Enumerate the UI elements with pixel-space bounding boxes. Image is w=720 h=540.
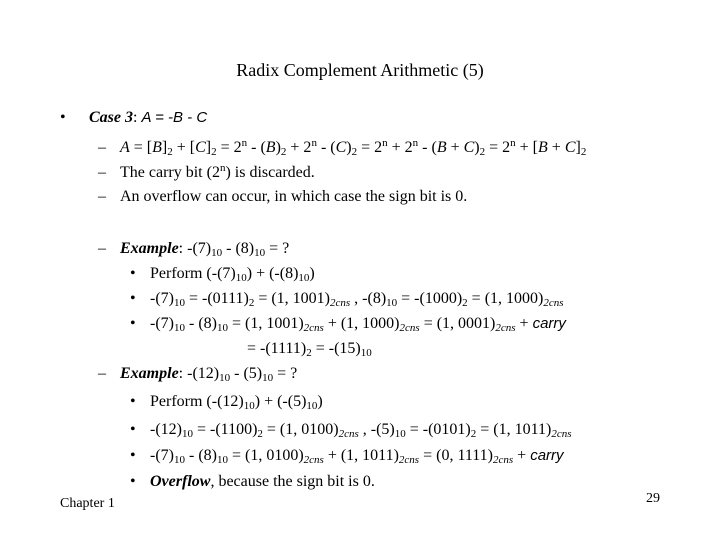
case3-line xyxy=(89,108,207,128)
example1-perform: Perform $(-(7)_{10}) + (-(8)_{10})$ xyxy=(150,265,315,284)
slide-title: Radix Complement Arithmetic (5) xyxy=(236,60,484,80)
overflow-rest: , because the sign bit is 0. xyxy=(210,473,375,490)
sub-marker: • xyxy=(130,393,136,410)
bullet-marker: • xyxy=(60,109,66,126)
dash-marker: – xyxy=(98,240,106,257)
example-label: Example xyxy=(120,365,179,382)
example1-line3: $-(7)_{10} - (8)_{10} = (1$, $1001)_{2cns} + (1$, $1000)_{2cns} = (1$, $0001)_{2cns}$ + carry xyxy=(150,315,566,334)
case3-expression: A = -B - C xyxy=(141,109,208,126)
example2-heading: Example: $-(12)_{10} - (5)_{10}$ = ? xyxy=(120,365,298,384)
formula-text: $A = [B]_2 + [C]_2 = 2^n - (B)_2 + 2^n - (C)_2 = 2^n + 2^n - (B + C)_2 = 2^n + [B + C]_2$ xyxy=(120,137,587,158)
formula-line xyxy=(120,138,586,158)
carry-line: The carry bit (2$^n$) is discarded. xyxy=(120,162,315,181)
example2-overflow xyxy=(150,472,375,492)
example2-line3: $-(7)_{10} - (8)_{10} = (1$, $0100)_{2cns} + (1$, $1011)_{2cns} = (0$, $1111)_{2cns}$ + carry xyxy=(150,447,564,466)
sub-marker: • xyxy=(130,290,136,307)
example2-line2: $-(12)_{10} = -(1100)_2 = (1$, $0100)_{2cns}$ , $-(5)_{10} = -(0101)_2 = (1$, $1011)_{2cns}$ xyxy=(150,421,572,440)
overflow-line: An overflow can occur, in which case the sign bit is 0. xyxy=(120,188,468,205)
sub-marker: • xyxy=(130,315,136,332)
sub-marker: • xyxy=(130,421,136,438)
sub-marker: • xyxy=(130,473,136,490)
example-label: Example xyxy=(120,240,179,257)
dash-marker: – xyxy=(98,164,106,181)
case3-colon: : xyxy=(133,109,138,126)
sub-marker: • xyxy=(130,447,136,464)
footer-chapter: Chapter 1 xyxy=(60,496,115,511)
overflow-label: Overflow xyxy=(150,473,211,490)
dash-marker: – xyxy=(98,188,106,205)
page-number: 29 xyxy=(646,491,660,506)
dash-marker: – xyxy=(98,139,106,156)
example1-line2: $-(7)_{10} = -(0111)_2 = (1$, $1001)_{2cns}$ , $-(8)_{10} = -(1000)_2 = (1$, $1000)_{2cns}$ xyxy=(150,290,564,309)
example2-perform: Perform $(-(12)_{10}) + (-(5)_{10})$ xyxy=(150,393,323,412)
dash-marker: – xyxy=(98,365,106,382)
case3-label: Case 3 xyxy=(89,109,133,126)
sub-marker: • xyxy=(130,265,136,282)
example1-heading: Example: $-(7)_{10} - (8)_{10}$ = ? xyxy=(120,240,290,259)
example1-line4: = $-(1111)_2 = -(15)_{10}$ xyxy=(247,340,372,359)
